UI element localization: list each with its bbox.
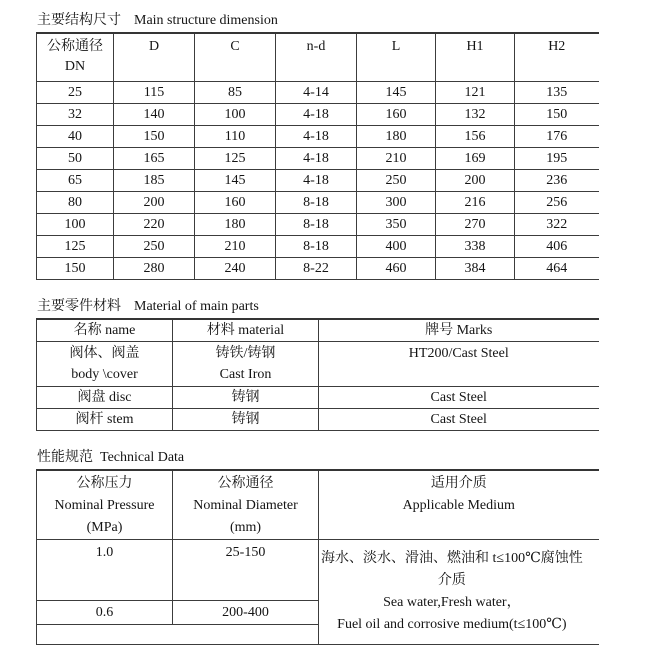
column-header: C bbox=[195, 33, 276, 82]
column-header bbox=[37, 33, 114, 82]
column-header: 牌号 Marks bbox=[319, 319, 599, 342]
cell: 125 bbox=[37, 236, 114, 258]
cell: Cast Steel bbox=[319, 409, 599, 431]
title-en: Material of main parts bbox=[134, 299, 259, 314]
cell: 8-18 bbox=[276, 214, 357, 236]
cell: Cast Steel bbox=[319, 387, 599, 409]
header-line: (mm) bbox=[229, 520, 262, 535]
section-title-materials bbox=[37, 298, 647, 316]
cell: 338 bbox=[436, 236, 515, 258]
column-header: L bbox=[357, 33, 436, 82]
table-row bbox=[37, 409, 599, 431]
table-row bbox=[37, 126, 599, 148]
title-zh: 性能规范 bbox=[37, 450, 93, 465]
header-line: 适用介质 bbox=[430, 476, 487, 491]
cell: 180 bbox=[195, 214, 276, 236]
table-row bbox=[37, 387, 599, 409]
cell: 156 bbox=[436, 126, 515, 148]
cell: 110 bbox=[195, 126, 276, 148]
cell: 100 bbox=[195, 104, 276, 126]
header-line: DN bbox=[64, 59, 86, 74]
header-line: 公称通径 bbox=[217, 476, 274, 491]
header-line: 公称压力 bbox=[76, 476, 133, 491]
structure-dimension-table bbox=[36, 32, 599, 280]
cell: 250 bbox=[357, 170, 436, 192]
cell: 384 bbox=[436, 258, 515, 280]
cell: 铸钢 bbox=[173, 409, 319, 431]
section-title-structure bbox=[37, 12, 647, 30]
cell bbox=[37, 342, 173, 387]
cell: 4-18 bbox=[276, 148, 357, 170]
cell-line: body \cover bbox=[71, 367, 138, 382]
column-header: H1 bbox=[436, 33, 515, 82]
cell: 阀盘 disc bbox=[37, 387, 173, 409]
cell: 4-18 bbox=[276, 126, 357, 148]
cell: 65 bbox=[37, 170, 114, 192]
table-row bbox=[37, 236, 599, 258]
cell: 400 bbox=[357, 236, 436, 258]
column-header: 材料 material bbox=[173, 319, 319, 342]
cell: 8-18 bbox=[276, 236, 357, 258]
table-row bbox=[37, 82, 599, 104]
table-row bbox=[37, 258, 599, 280]
cell: 200-400 bbox=[173, 601, 319, 625]
table-row bbox=[37, 540, 599, 601]
cell: 165 bbox=[114, 148, 195, 170]
cell: 256 bbox=[515, 192, 599, 214]
cell: 322 bbox=[515, 214, 599, 236]
title-en: Technical Data bbox=[100, 450, 185, 465]
cell: 150 bbox=[515, 104, 599, 126]
section-title-technical bbox=[37, 449, 647, 467]
cell: 8-22 bbox=[276, 258, 357, 280]
cell: 216 bbox=[436, 192, 515, 214]
cell: 200 bbox=[114, 192, 195, 214]
title-zh: 主要零件材料 bbox=[37, 299, 121, 314]
cell: 25-150 bbox=[173, 540, 319, 601]
column-header bbox=[173, 470, 319, 540]
title-en: Main structure dimension bbox=[134, 13, 278, 28]
table-row bbox=[37, 342, 599, 387]
cell: 160 bbox=[357, 104, 436, 126]
column-header bbox=[319, 470, 599, 540]
table-row bbox=[37, 104, 599, 126]
column-header bbox=[37, 470, 173, 540]
cell-line: Cast Iron bbox=[219, 367, 272, 382]
cell: 210 bbox=[357, 148, 436, 170]
cell: 150 bbox=[114, 126, 195, 148]
cell: 270 bbox=[436, 214, 515, 236]
cell: 180 bbox=[357, 126, 436, 148]
cell: 250 bbox=[114, 236, 195, 258]
medium-line: 海水、淡水、滑油、燃油和 t≤100℃腐蚀性 bbox=[321, 551, 583, 566]
header-line: 公称通径 bbox=[47, 39, 103, 54]
cell: 85 bbox=[195, 82, 276, 104]
medium-line: Sea water,Fresh water， bbox=[383, 595, 521, 610]
cell: 50 bbox=[37, 148, 114, 170]
cell: 200 bbox=[436, 170, 515, 192]
header-line: (MPa) bbox=[86, 520, 123, 535]
cell: 40 bbox=[37, 126, 114, 148]
column-header: n-d bbox=[276, 33, 357, 82]
table-header-row bbox=[37, 319, 599, 342]
cell-line: 阀体、阀盖 bbox=[69, 346, 140, 361]
cell: 132 bbox=[436, 104, 515, 126]
cell: 464 bbox=[515, 258, 599, 280]
cell: 145 bbox=[357, 82, 436, 104]
cell: HT200/Cast Steel bbox=[319, 342, 599, 387]
section-structure-dimension bbox=[36, 12, 647, 280]
table-header-row bbox=[37, 470, 599, 540]
cell: 169 bbox=[436, 148, 515, 170]
applicable-medium-cell bbox=[319, 540, 599, 645]
cell: 1.0 bbox=[37, 540, 173, 601]
cell bbox=[173, 342, 319, 387]
empty-cell bbox=[37, 625, 319, 645]
cell-line: 铸铁/铸钢 bbox=[215, 346, 276, 361]
cell: 220 bbox=[114, 214, 195, 236]
column-header: H2 bbox=[515, 33, 599, 82]
cell: 160 bbox=[195, 192, 276, 214]
cell: 135 bbox=[515, 82, 599, 104]
column-header: 名称 name bbox=[37, 319, 173, 342]
column-header: D bbox=[114, 33, 195, 82]
cell: 32 bbox=[37, 104, 114, 126]
cell: 300 bbox=[357, 192, 436, 214]
cell: 210 bbox=[195, 236, 276, 258]
cell: 25 bbox=[37, 82, 114, 104]
cell: 150 bbox=[37, 258, 114, 280]
table-row bbox=[37, 148, 599, 170]
cell: 176 bbox=[515, 126, 599, 148]
cell: 145 bbox=[195, 170, 276, 192]
cell: 铸钢 bbox=[173, 387, 319, 409]
table-header-row bbox=[37, 33, 599, 82]
cell: 460 bbox=[357, 258, 436, 280]
cell: 阀杆 stem bbox=[37, 409, 173, 431]
header-line: Applicable Medium bbox=[402, 498, 515, 513]
cell: 406 bbox=[515, 236, 599, 258]
cell: 100 bbox=[37, 214, 114, 236]
material-table bbox=[36, 318, 599, 431]
title-zh: 主要结构尺寸 bbox=[37, 13, 121, 28]
cell: 280 bbox=[114, 258, 195, 280]
table-row bbox=[37, 192, 599, 214]
cell: 4-18 bbox=[276, 104, 357, 126]
cell: 125 bbox=[195, 148, 276, 170]
header-line: Nominal Pressure bbox=[54, 498, 155, 513]
cell: 185 bbox=[114, 170, 195, 192]
section-technical-data bbox=[36, 449, 647, 645]
cell: 0.6 bbox=[37, 601, 173, 625]
header-line: Nominal Diameter bbox=[193, 498, 298, 513]
cell: 240 bbox=[195, 258, 276, 280]
cell: 4-18 bbox=[276, 170, 357, 192]
medium-text bbox=[321, 548, 583, 636]
technical-data-table bbox=[36, 469, 599, 645]
table-row bbox=[37, 214, 599, 236]
cell: 80 bbox=[37, 192, 114, 214]
medium-line: Fuel oil and corrosive medium(t≤100℃) bbox=[337, 617, 567, 632]
table-row bbox=[37, 170, 599, 192]
cell: 140 bbox=[114, 104, 195, 126]
cell: 115 bbox=[114, 82, 195, 104]
cell: 236 bbox=[515, 170, 599, 192]
section-materials bbox=[36, 298, 647, 431]
cell: 121 bbox=[436, 82, 515, 104]
cell: 8-18 bbox=[276, 192, 357, 214]
medium-line: 介质 bbox=[437, 573, 466, 588]
cell: 4-14 bbox=[276, 82, 357, 104]
cell: 350 bbox=[357, 214, 436, 236]
cell: 195 bbox=[515, 148, 599, 170]
